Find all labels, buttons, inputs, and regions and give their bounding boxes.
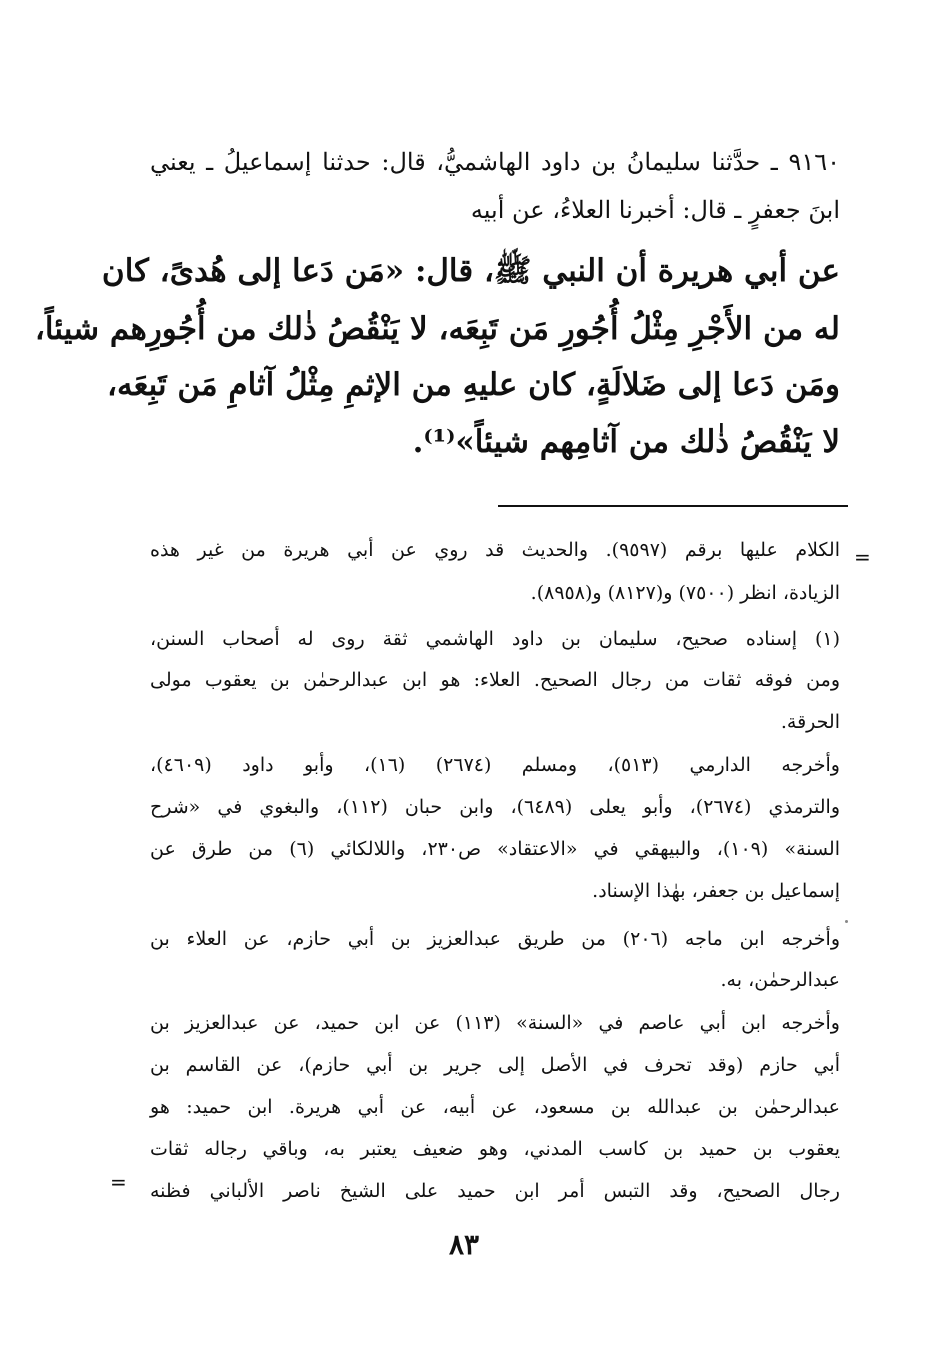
footnote-cont-line-2: الزيادة، انظر (٧٥٠٠) و(٨١٢٧) و(٨٩٥٨). [530,582,840,604]
footnote-ibn-abi-asim-line-3: عبدالرحمٰن بن عبدالله بن مسعود، عن أبيه، عن أبي هريرة. ابن حميد: هو [150,1096,840,1118]
page-number: ٨٣ [448,1228,480,1261]
hadith-matn-line-4: لا يَنْقُصُ ذٰلك من آثامِهم شيئاً»⁽¹⁾. [412,424,840,460]
hadith-chain-line-1: ٩١٦٠ ـ حدَّثنا سليمانُ بن داود الهاشميُّ، قال: حدثنا إسماعيلُ ـ يعني [150,148,840,176]
footnote-continuation-mark: = [854,545,871,569]
footnote-ibn-majah-line-1: وأخرجه ابن ماجه (٢٠٦) من طريق عبدالعزيز بن أبي حازم، عن العلاء بن [150,928,841,950]
footnote-ibn-abi-asim-line-1: وأخرجه ابن أبي عاصم في «السنة» (١١٣) عن ابن حميد، عن عبدالعزيز بن [150,1012,840,1034]
footnote-1-line-2: ومن فوقه ثقات من رجال الصحيح. العلاء: هو ابن عبدالرحمٰن بن يعقوب مولى [150,669,840,691]
footnote-ibn-majah-line-2: عبدالرحمٰن، به. [720,969,840,991]
hadith-matn-line-2: له من الأَجْرِ مِثْلُ أُجُورِ مَن تَبِعَه، لا يَنْقُصُ ذٰلك من أُجُورِهم شيئاً، [34,311,840,347]
footnote-takhrij-line-2: والترمذي (٢٦٧٤)، وأبو يعلى (٦٤٨٩)، وابن حبان (١١٢)، والبغوي في «شرح [150,796,840,818]
footnote-takhrij-line-4: إسماعيل بن جعفر، بهٰذا الإسناد. [592,880,840,902]
footnote-1-line-3: الحرقة. [780,711,840,733]
footnote-takhrij-line-3: السنة» (١٠٩)، والبيهقي في «الاعتقاد» ص٢٣٠، واللالكائي (٦) من طرق عن [150,838,841,860]
footnote-end-continuation-mark: = [110,1170,127,1194]
footnote-separator [498,505,848,507]
footnote-ibn-abi-asim-line-4: يعقوب بن حميد بن كاسب المدني، وهو ضعيف يعتبر به، وباقي رجاله ثقات [150,1138,840,1160]
hadith-matn-line-3: ومَن دَعا إلى ضَلالَةٍ، كان عليهِ من الإثمِ مِثْلُ آثامِ مَن تَبِعَه، [107,367,840,403]
hadith-matn-line-1: عن أبي هريرة أن النبي ﷺ، قال: «مَن دَعا إلى هُدىً، كان [101,253,840,289]
footnote-ibn-abi-asim-line-5: رجال الصحيح، وقد التبس أمر ابن حميد على الشيخ ناصر الألباني فظنه [150,1180,840,1202]
footnote-cont-line-1: الكلام عليها برقم (٩٥٩٧). والحديث قد روي عن أبي هريرة من غير هذه [150,539,840,561]
footnote-takhrij-line-1: وأخرجه الدارمي (٥١٣)، ومسلم (٢٦٧٤) (١٦)، وأبو داود (٤٦٠٩)، [150,754,840,776]
footnote-1-line-1: (١) إسناده صحيح، سليمان بن داود الهاشمي ثقة روى له أصحاب السنن، [150,628,840,650]
hadith-chain-line-2: ابنَ جعفرٍ ـ قال: أخبرنا العلاءُ، عن أبيه [470,196,840,224]
scan-speck [845,920,848,923]
footnote-ibn-abi-asim-line-2: أبي حازم (وقد تحرف في الأصل إلى جرير بن أبي حازم)، عن القاسم بن [150,1054,840,1076]
